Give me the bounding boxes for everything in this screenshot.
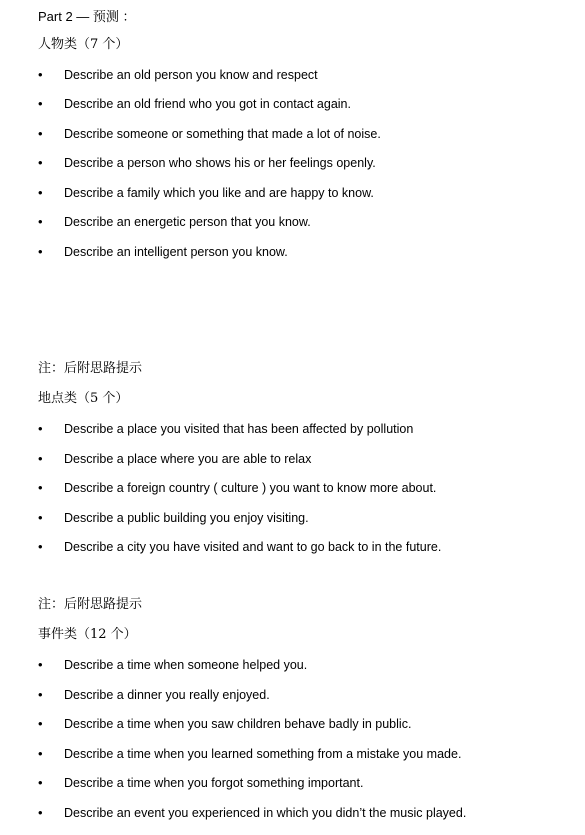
list-item: [38, 67, 565, 83]
list-item-text: Describe a time when you learned something from a mistake you made.: [64, 747, 462, 761]
bullet-icon: •: [38, 185, 43, 200]
bullet-icon: •: [38, 126, 43, 141]
list-item-text: Describe an event you experienced in which you didn’t the music played.: [64, 806, 467, 820]
list-item: [38, 687, 565, 703]
bullet-icon: •: [38, 775, 43, 790]
section-note-places: 注：后附思路提示: [38, 361, 143, 376]
list-item-text: Describe an energetic person that you know.: [64, 215, 311, 229]
list-item: [38, 746, 565, 762]
list-item: [38, 775, 565, 791]
bullet-icon: •: [38, 244, 43, 259]
list-item: [38, 185, 565, 201]
list-item: [38, 244, 565, 260]
list-item-text: Describe a foreign country ( culture ) you want to know more about.: [64, 481, 437, 495]
list-item: [38, 480, 565, 496]
list-item-text: Describe an old person you know and respect: [64, 68, 318, 82]
bullet-icon: •: [38, 657, 43, 672]
list-item-text: Describe a person who shows his or her feelings openly.: [64, 156, 376, 170]
section-heading-people: 人物类（7 个）: [38, 37, 129, 52]
bullet-icon: •: [38, 716, 43, 731]
list-item: [38, 657, 565, 673]
list-item-text: Describe a family which you like and are happy to know.: [64, 186, 374, 200]
bullet-icon: •: [38, 510, 43, 525]
list-item: [38, 805, 565, 821]
bullet-icon: •: [38, 451, 43, 466]
bullet-icon: •: [38, 746, 43, 761]
bullet-icon: •: [38, 687, 43, 702]
list-item-text: Describe an old friend who you got in contact again.: [64, 97, 351, 111]
list-item: [38, 155, 565, 171]
section-heading-events: 事件类（12 个）: [38, 627, 137, 642]
page-title: Part 2 — 预测 ：: [38, 9, 136, 24]
list-item-text: Describe an intelligent person you know.: [64, 245, 288, 259]
list-item: [38, 510, 565, 526]
bullet-icon: •: [38, 155, 43, 170]
list-item: [38, 96, 565, 112]
section-heading-places: 地点类（5 个）: [38, 391, 129, 406]
bullet-icon: •: [38, 67, 43, 82]
list-item-text: Describe a public building you enjoy visiting.: [64, 511, 309, 525]
list-item: [38, 451, 565, 467]
list-item-text: Describe a place where you are able to relax: [64, 452, 312, 466]
bullet-icon: •: [38, 214, 43, 229]
list-item-text: Describe a place you visited that has been affected by pollution: [64, 422, 414, 436]
bullet-icon: •: [38, 421, 43, 436]
list-item: [38, 716, 565, 732]
list-item: [38, 539, 565, 555]
bullet-icon: •: [38, 805, 43, 820]
list-item: [38, 214, 565, 230]
list-item-text: Describe a time when you forgot something important.: [64, 776, 364, 790]
list-item-text: Describe a time when you saw children behave badly in public.: [64, 717, 412, 731]
list-item: [38, 126, 565, 142]
section-note-events: 注：后附思路提示: [38, 597, 143, 612]
bullet-icon: •: [38, 480, 43, 495]
bullet-icon: •: [38, 96, 43, 111]
list-item-text: Describe a dinner you really enjoyed.: [64, 688, 270, 702]
list-item-text: Describe a city you have visited and want to go back to in the future.: [64, 540, 442, 554]
list-item-text: Describe someone or something that made a lot of noise.: [64, 127, 381, 141]
bullet-icon: •: [38, 539, 43, 554]
list-item-text: Describe a time when someone helped you.: [64, 658, 308, 672]
list-item: [38, 421, 565, 437]
